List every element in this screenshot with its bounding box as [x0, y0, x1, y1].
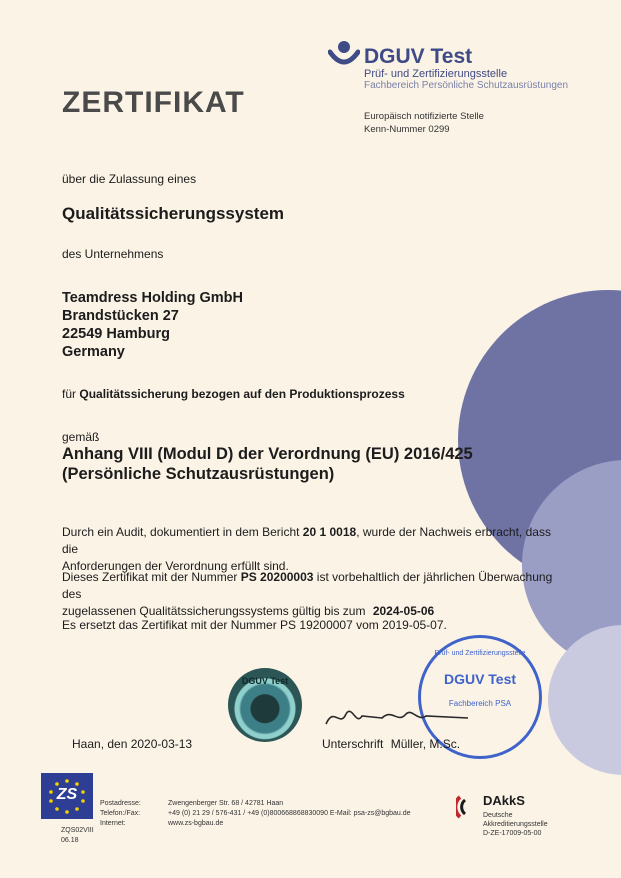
- dakks-name: DAkkS: [483, 793, 525, 808]
- company-address: [62, 289, 243, 361]
- para2-text-b: ist vorbehaltlich der jährlichen Überwachung des: [62, 570, 553, 601]
- stamp-arc-top: Prüf- und Zertifizierungsstelle: [434, 650, 526, 657]
- footer-values: [168, 799, 411, 829]
- footer-address: Zwengenberger Str. 68 / 42781 Haan: [168, 800, 284, 807]
- footer-website[interactable]: www.zs-bgbau.de: [168, 820, 224, 827]
- dakks-details: [483, 811, 548, 838]
- scope-line: [62, 386, 405, 403]
- company-name: Teamdress Holding GmbH: [62, 290, 244, 306]
- signature-label: Unterschrift: [322, 737, 384, 751]
- dakks-line1: Deutsche: [483, 812, 513, 819]
- regulation-line2: (Persönliche Schutzausrüstungen): [62, 465, 335, 483]
- regulation-line1: Anhang VIII (Modul D) der Verordnung (EU) 2016/425: [62, 445, 473, 463]
- para1-text-a: Durch ein Audit, dokumentiert in dem Bericht: [62, 525, 300, 539]
- company-city: 22549 Hamburg: [62, 326, 170, 342]
- regulation-block: [62, 444, 473, 484]
- signer-name: Müller, M.Sc.: [390, 737, 461, 751]
- signature-line: [322, 737, 460, 751]
- dakks-logo-icon: [456, 792, 486, 827]
- para1-text-c: Anforderungen der Verordnung erfüllt sind.: [62, 559, 289, 573]
- logo-department: Fachbereich Persönliche Schutzausrüstungen: [364, 80, 569, 91]
- doc-code: [61, 826, 94, 846]
- company-intro: des Unternehmens: [62, 247, 164, 261]
- doc-code-1: ZQS02VIII: [61, 827, 94, 834]
- footer-label-post: Postadresse:: [100, 800, 141, 807]
- para1-text-b: , wurde der Nachweis erbracht, dass die: [62, 525, 551, 556]
- subject-heading: Qualitätssicherungssystem: [62, 204, 285, 223]
- regulation-prefix: gemäß: [62, 430, 100, 444]
- dakks-line2: Akkreditierungsstelle: [483, 821, 548, 828]
- para2-text-c: zugelassenen Qualitätssicherungssystems gültig bis zum: [62, 604, 366, 618]
- dakks-line3: D-ZE-17009-05-00: [483, 830, 542, 837]
- validity-paragraph: [62, 569, 562, 620]
- intro-text: über die Zulassung eines: [62, 172, 197, 186]
- certificate-number: PS 20200003: [240, 570, 314, 584]
- hologram-text: DGUV Test: [241, 676, 289, 686]
- dguv-logo-icon: [328, 40, 360, 75]
- footer-label-web: Internet:: [100, 820, 126, 827]
- stamp-center: DGUV Test: [443, 671, 517, 687]
- scope-text: Qualitätssicherung bezogen auf den Produktionsprozess: [79, 387, 405, 401]
- audit-paragraph: [62, 524, 562, 575]
- report-number: 20 1 0018: [302, 525, 357, 539]
- replaces-paragraph: Es ersetzt das Zertifikat mit der Nummer PS 19200007 vom 2019-05-07.: [62, 618, 447, 632]
- place-and-date: Haan, den 2020-03-13: [72, 737, 193, 751]
- company-country: Germany: [62, 344, 125, 360]
- footer-phone-email: +49 (0) 21 29 / 576-431 / +49 (0)800668868830090 E-Mail: psa-zs@bgbau.de: [168, 810, 411, 817]
- hologram-seal-icon: [228, 668, 302, 742]
- page-title: ZERTIFIKAT: [62, 86, 245, 119]
- notified-line1: Europäisch notifizierte Stelle: [364, 111, 484, 122]
- para2-text-a: Dieses Zertifikat mit der Nummer: [62, 570, 238, 584]
- footer-label-phone: Telefon:/Fax:: [100, 810, 141, 817]
- footer-labels: [100, 799, 141, 829]
- doc-code-2: 06.18: [61, 837, 79, 844]
- zs-logo-icon: [41, 773, 93, 819]
- stamp-arc-bottom: Fachbereich PSA: [448, 699, 512, 708]
- valid-until-date: 2024-05-06: [372, 604, 435, 618]
- zs-logo-text: ZS: [56, 786, 78, 803]
- company-street: Brandstücken 27: [62, 308, 179, 324]
- logo-name: DGUV Test: [364, 45, 473, 68]
- notified-number: Kenn-Nummer 0299: [364, 124, 450, 135]
- notified-body: [364, 110, 484, 136]
- signature-mark: [322, 702, 472, 737]
- scope-prefix: für: [62, 387, 77, 401]
- logo-subtitle: Prüf- und Zertifizierungsstelle: [364, 68, 508, 80]
- decorative-circle-bottom: [548, 625, 621, 775]
